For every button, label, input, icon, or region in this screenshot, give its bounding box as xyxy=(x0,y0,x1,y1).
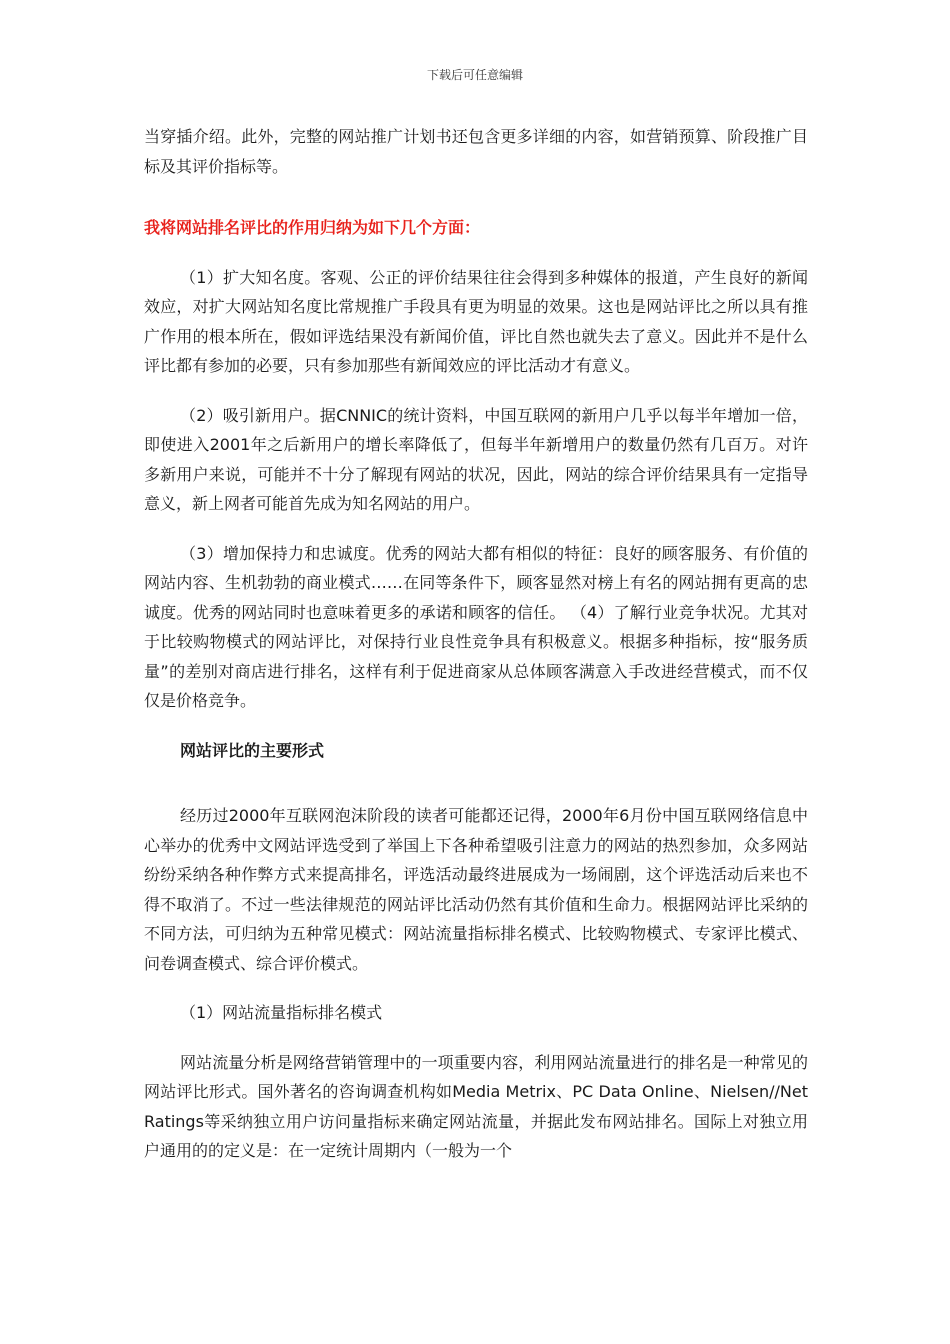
paragraph-point-1: （1）扩大知名度。客观、公正的评价结果往往会得到多种媒体的报道，产生良好的新闻效应，对扩大网站知名度比常规推广手段具有更为明显的效果。这也是网站评比之所以具有推广作用的根本所在，假如评选结果没有新闻价值，评比自然也就失去了意义。因此并不是什么评比都有参加的必要，只有参加那些有新闻效应的评比活动才有意义。 xyxy=(144,267,808,375)
paragraph-forms-overview: 经历过2000年互联网泡沫阶段的读者可能都还记得，2000年6月份中国互联网络信息中心举办的优秀中文网站评选受到了举国上下各种希望吸引注意力的网站的热烈参加，众多网站纷纷采纳各种作弊方式来提高排名，评选活动最终进展成为一场闹剧，这个评选活动后来也不得不取消了。不过一些法律规范的网站评比活动仍然有其价值和生命力。根据网站评比采纳的不同方法，可归纳为五种常见模式：网站流量指标排名模式、比较购物模式、专家评比模式、问卷调查模式、综合评价模式。 xyxy=(144,806,808,973)
page-header: 下载后可任意编辑 xyxy=(426,68,523,82)
section-heading-functions: 我将网站排名评比的作用归纳为如下几个方面： xyxy=(144,218,481,237)
paragraph-point-3-4: （3）增加保持力和忠诚度。优秀的网站大都有相似的特征：良好的顾客服务、有价值的网站内容、生机勃勃的商业模式……在同等条件下，顾客显然对榜上有名的网站拥有更高的忠诚度。优秀的网站同时也意味着更多的承诺和顾客的信任。 （4）了解行业竞争状况。尤其对于比较购物模式的网站评比，对保持行业良性竞争具有积极意义。根据多种指标，按“服务质量”的差别对商店进行排名，这样有利于促进商家从总体顾客满意入手改进经营模式，而不仅仅是价格竞争。 xyxy=(144,543,808,710)
paragraph-traffic-ranking: 网站流量分析是网络营销管理中的一项重要内容，利用网站流量进行的排名是一种常见的网站评比形式。国外著名的咨询调查机构如Media Metrix、PC Data Online、Nielsen//NetRatings等采纳独立用户访问量指标来确定网站流量，并据此发布网站排名。国际上对独立用户通用的的定义是：在一定统计周期内（一般为一个 xyxy=(144,1052,808,1160)
paragraph-point-2: （2）吸引新用户。据CNNIC的统计资料，中国互联网的新用户几乎以每半年增加一倍，即使进入2001年之后新用户的增长率降低了，但每半年新增用户的数量仍然有几百万。对许多新用户来说，可能并不十分了解现有网站的状况，因此，网站的综合评价结果具有一定指导意义，新上网者可能首先成为知名网站的用户。 xyxy=(144,405,808,513)
paragraph-intro-continuation: 当穿插介绍。此外，完整的网站推广计划书还包含更多详细的内容，如营销预算、阶段推广目标及其评价指标等。 xyxy=(144,127,808,176)
subheading-traffic-ranking: （1）网站流量指标排名模式 xyxy=(180,1003,383,1022)
section-heading-forms: 网站评比的主要形式 xyxy=(180,740,325,760)
document-body xyxy=(144,122,808,1166)
